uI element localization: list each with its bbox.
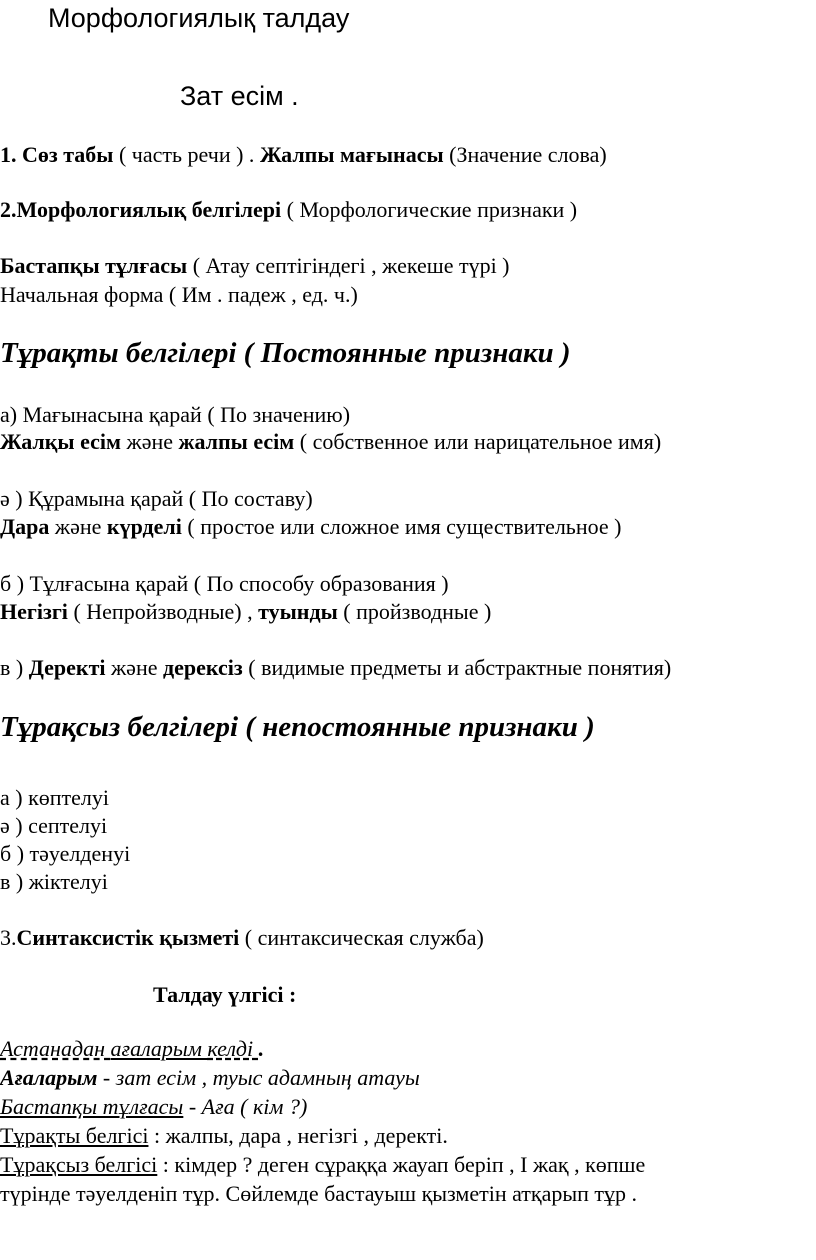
text: 3. [0, 925, 17, 950]
text: және [105, 655, 163, 680]
base-derived-line [0, 599, 491, 625]
text: ( часть речи ) . [113, 142, 260, 167]
text: ( пройзводные ) [337, 599, 492, 624]
document-title: Морфологиялық талдау [48, 3, 350, 33]
formation-line: б ) Тұлғасына қарай ( По способу образования ) [0, 571, 449, 596]
label: Тұрақсыз белгісі [0, 1152, 158, 1177]
text: ( синтаксическая служба) [239, 925, 484, 950]
term: туынды [258, 599, 338, 624]
text: ( Атау септігіндегі , жекеше түрі ) [187, 253, 510, 278]
text: ( Морфологические признаки ) [281, 197, 578, 222]
sample-heading: Талдау үлгісі : [153, 982, 297, 1007]
composition-line: ә ) Құрамына қарай ( По составу) [0, 486, 313, 511]
proper-common-line [0, 429, 661, 455]
term: жалпы есім [178, 429, 295, 454]
text: : кімдер ? деген сұраққа жауап беріп , І жақ , көпше [157, 1152, 646, 1177]
analysis-variable [0, 1152, 645, 1178]
heading-constant-features: Тұрақты белгілері ( Постоянные признаки ) [0, 337, 571, 369]
text: - Аға ( кім ?) [183, 1094, 308, 1119]
text: ( видимые предметы и абстрактные понятия) [242, 655, 672, 680]
text: ( Непройзводные) , [67, 599, 259, 624]
text: в ) [0, 655, 29, 680]
sample-sentence [0, 1036, 264, 1062]
label: 1. Сөз табы [0, 142, 114, 167]
list-item: а ) көптелуі [0, 785, 110, 810]
word-keldi: келді [207, 1036, 259, 1061]
text: (Значение слова) [443, 142, 607, 167]
label: Бастапқы тұлғасы [0, 1094, 184, 1119]
text: - зат есім , туыс адамның атауы [97, 1065, 420, 1090]
term: Дара [0, 514, 50, 539]
text: және [121, 429, 179, 454]
list-item: б ) тәуелденуі [0, 841, 131, 866]
text: . [258, 1036, 265, 1061]
initial-form-ru: Начальная форма ( Им . падеж , ед. ч.) [0, 282, 358, 307]
word-astanadan: Астанадан [0, 1036, 111, 1061]
label: Синтаксистік қызметі [16, 925, 240, 950]
analysis-initial-form [0, 1094, 307, 1120]
concrete-abstract-line [0, 655, 671, 681]
meaning-line: а) Мағынасына қарай ( По значению) [0, 402, 351, 427]
morph-features-line [0, 197, 577, 223]
initial-form-line [0, 253, 510, 279]
term: Жалқы есім [0, 429, 121, 454]
term: дерексіз [163, 655, 243, 680]
text: және [49, 514, 107, 539]
analysis-constant [0, 1123, 448, 1149]
document-subtitle: Зат есім . [180, 81, 299, 111]
analysis-variable-cont: түрінде тәуелденіп тұр. Сөйлемде бастауыш қызметін атқарып тұр . [0, 1181, 638, 1206]
term: Деректі [28, 655, 106, 680]
simple-compound-line [0, 514, 621, 540]
label: Жалпы мағынасы [259, 142, 444, 167]
term: күрделі [106, 514, 182, 539]
label: Бастапқы тұлғасы [0, 253, 188, 278]
list-item: в ) жіктелуі [0, 869, 108, 894]
word-agalarym: ағаларым [110, 1036, 208, 1061]
analysis-word-line [0, 1065, 420, 1091]
part-of-speech-line [0, 142, 607, 168]
list-item: ә ) септелуі [0, 813, 108, 838]
label: Тұрақты белгісі [0, 1123, 149, 1148]
term: Негізгі [0, 599, 68, 624]
label: 2.Морфологиялық белгілері [0, 197, 282, 222]
term: Ағаларым [0, 1065, 98, 1090]
text: ( простое или сложное имя существительное ) [181, 514, 622, 539]
syntax-function-line [0, 925, 484, 951]
heading-variable-features: Тұрақсыз белгілері ( непостоянные признаки ) [0, 711, 595, 743]
text: ( собственное или нарицательное имя) [294, 429, 662, 454]
text: : жалпы, дара , негізгі , деректі. [148, 1123, 448, 1148]
